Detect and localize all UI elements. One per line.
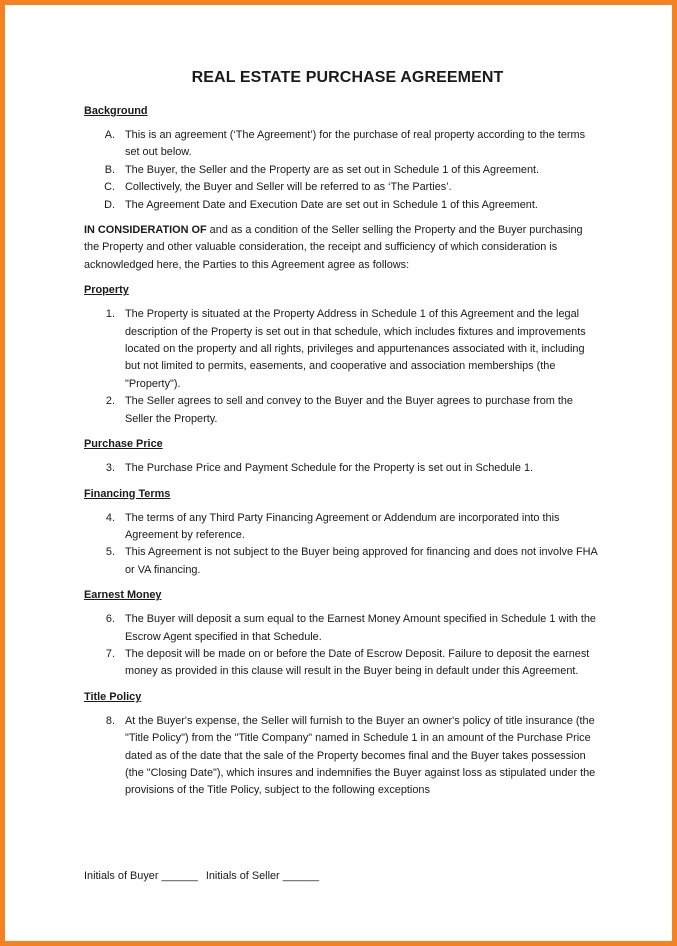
list-item [84, 197, 599, 214]
section-heading-earnest-money: Earnest Money [84, 589, 162, 602]
property-list [84, 306, 599, 428]
list-item [84, 646, 599, 681]
list-item-marker: 6. [105, 613, 115, 626]
consideration-text: and as a condition of the Seller selling the Property and the Buyer purchasing the Property and other valuable consideration, the receipt and sufficiency of which consideration is acknowledged here, the Parties to this Agreement agree as follows: [84, 224, 583, 271]
background-list [84, 127, 599, 214]
list-item [84, 306, 599, 393]
list-item-text: At the Buyer's expense, the Seller will furnish to the Buyer an owner's policy of title insurance (the "Title Policy") from the "Title Company" named in Schedule 1 in an amount of the Purchase Price dated as of the date that the sale of the Property becomes final and the Buyer takes possession (the "Closing Date"), which insures and indemnifies the Buyer against loss as stipulated under the provisions of the Title Policy, subject to the following exceptions [125, 714, 596, 797]
initials-footer [84, 868, 319, 885]
list-item-text: The Buyer, the Seller and the Property are as set out in Schedule 1 of this Agreement. [125, 163, 540, 176]
consideration-paragraph [84, 222, 599, 274]
list-item-text: The Buyer will deposit a sum equal to the Earnest Money Amount specified in Schedule 1 with the Escrow Agent specified in that Schedule. [125, 613, 596, 643]
list-item-text: The terms of any Third Party Financing Agreement or Addendum are incorporated into this Agreement by reference. [125, 511, 560, 541]
section-heading-background: Background [84, 105, 148, 117]
list-item [84, 611, 599, 646]
earnest-money-list [84, 611, 599, 681]
list-item-text: The deposit will be made on or before the Date of Escrow Deposit. Failure to deposit the earnest money as provided in this clause will result in the Buyer being in default under this Agreement. [125, 647, 590, 678]
list-item-marker: 8. [105, 714, 115, 727]
list-item-marker: B. [104, 163, 115, 176]
buyer-initials: Initials of Buyer ______ [84, 870, 198, 882]
list-item-marker: 5. [105, 546, 115, 559]
document-page [84, 68, 599, 808]
list-item-marker: 7. [105, 647, 115, 660]
list-item [84, 460, 599, 477]
list-item-marker: 4. [105, 511, 115, 524]
list-item-text: The Agreement Date and Execution Date are set out in Schedule 1 of this Agreement. [125, 198, 538, 211]
list-item-text: This Agreement is not subject to the Buyer being approved for financing and does not involve FHA or VA financing. [125, 546, 598, 576]
list-item [84, 179, 599, 196]
list-item-text: The Purchase Price and Payment Schedule for the Property is set out in Schedule 1. [125, 462, 534, 475]
list-item-marker: D. [104, 198, 115, 211]
section-heading-title-policy: Title Policy [84, 690, 142, 703]
document-title: REAL ESTATE PURCHASE AGREEMENT [191, 69, 504, 86]
financing-terms-list [84, 510, 599, 580]
list-item-text: The Property is situated at the Property Address in Schedule 1 of this Agreement and the legal description of the Property is set out in that schedule, which includes fixtures and improvements located on the property and all rights, privileges and appurtenances associated with it, including but not limited to permits, easements, and cooperative and association memberships (the "Property"). [125, 308, 586, 390]
section-heading-purchase-price: Purchase Price [84, 438, 163, 451]
list-item [84, 393, 599, 428]
list-item-text: The Seller agrees to sell and convey to the Buyer and the Buyer agrees to purchase from the Seller the Property. [125, 395, 573, 425]
list-item [84, 544, 599, 579]
section-heading-property: Property [84, 284, 129, 297]
list-item-text: This is an agreement (‘The Agreement’) for the purchase of real property according to the terms set out below. [125, 129, 586, 159]
list-item [84, 713, 599, 800]
consideration-lead: IN CONSIDERATION OF [84, 224, 207, 237]
purchase-price-list [84, 460, 599, 477]
list-item-marker: 3. [105, 462, 115, 475]
list-item-text: Collectively, the Buyer and Seller will be referred to as ‘The Parties’. [125, 181, 452, 194]
list-item-marker: 1. [105, 308, 115, 321]
section-heading-financing-terms: Financing Terms [84, 487, 171, 500]
seller-initials: Initials of Seller ______ [205, 870, 320, 882]
list-item-marker: A. [104, 129, 115, 141]
list-item [84, 510, 599, 545]
list-item [84, 127, 599, 162]
list-item [84, 162, 599, 179]
list-item-marker: 2. [105, 395, 115, 408]
title-policy-list [84, 713, 599, 800]
list-item-marker: C. [104, 181, 115, 194]
